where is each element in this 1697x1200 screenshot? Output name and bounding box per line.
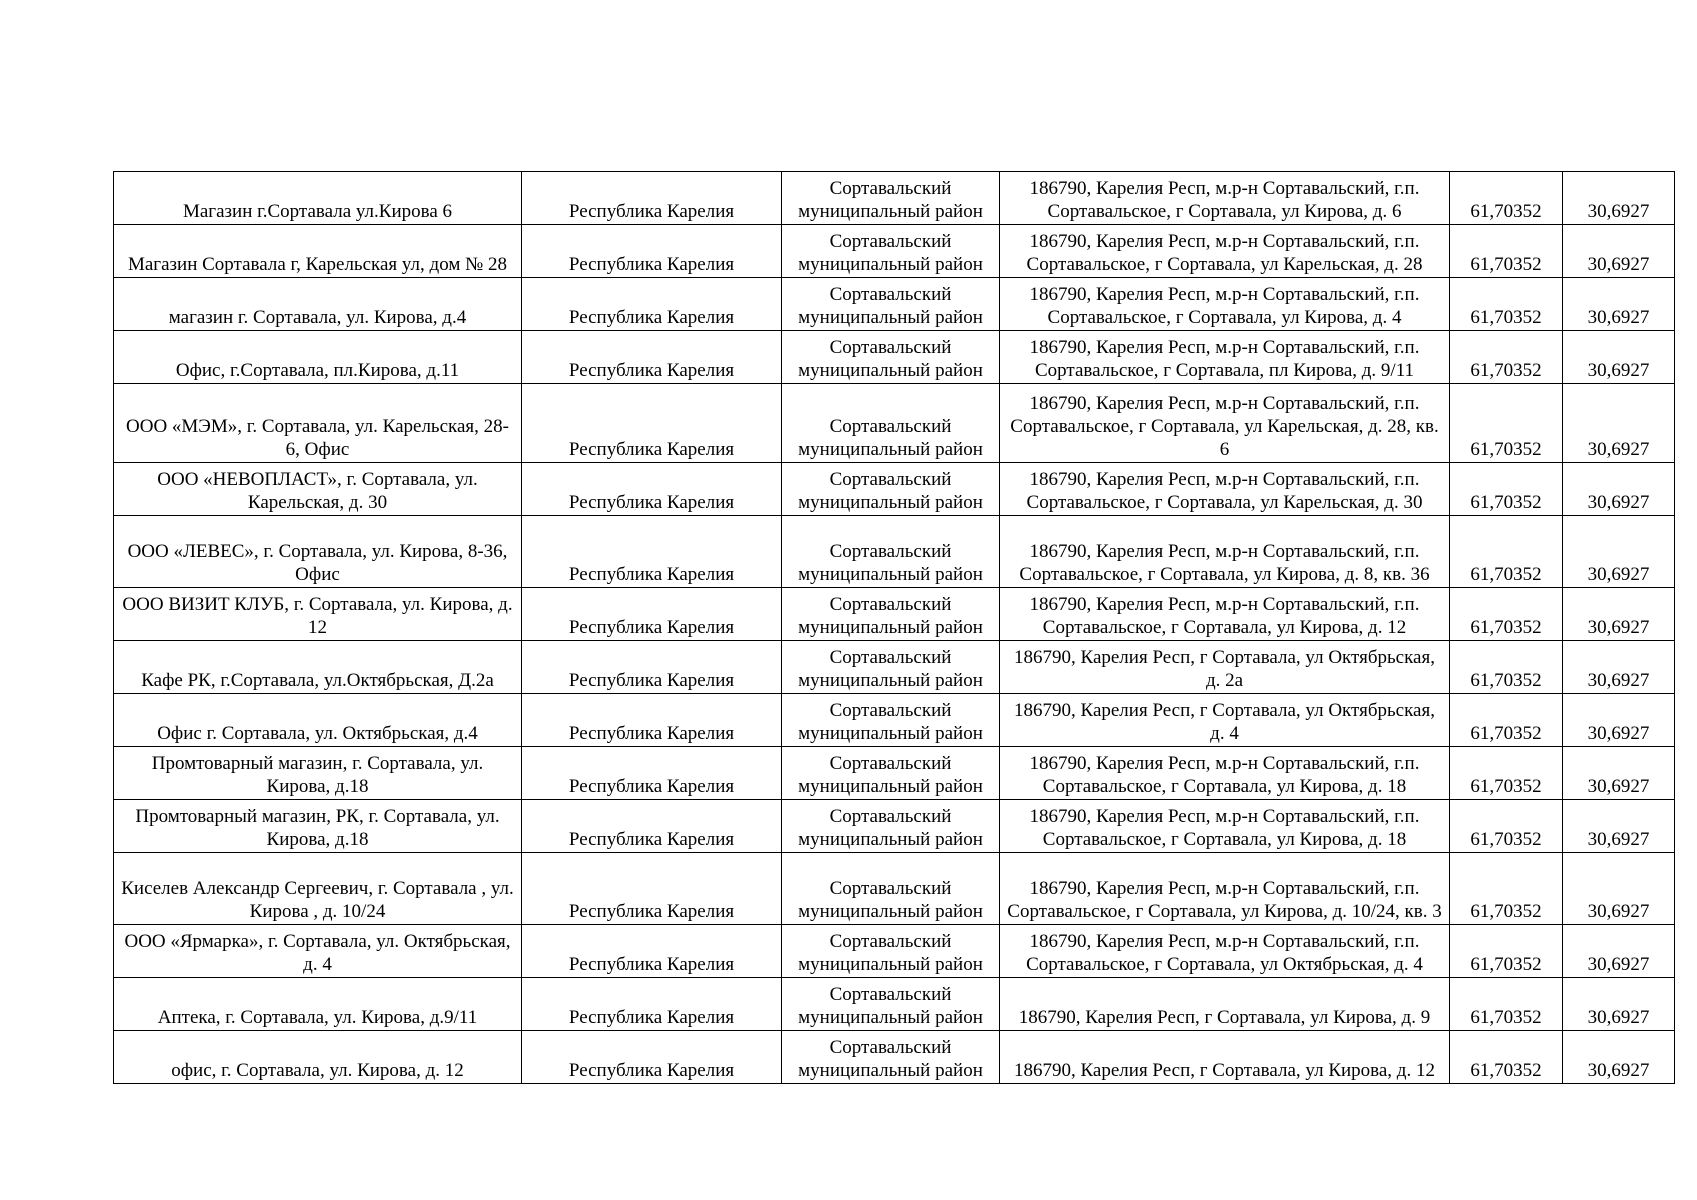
address-cell: 186790, Карелия Респ, м.р-н Сортавальский, г.п. Сортавальское, г Сортавала, ул Карельская, д. 28 bbox=[1000, 225, 1450, 278]
longitude-cell: 30,6927 bbox=[1563, 978, 1675, 1031]
address-cell: 186790, Карелия Респ, г Сортавала, ул Кирова, д. 9 bbox=[1000, 978, 1450, 1031]
region-cell: Республика Карелия bbox=[522, 463, 782, 516]
object-name-cell: Офис, г.Сортавала, пл.Кирова, д.11 bbox=[114, 331, 522, 384]
latitude-cell: 61,70352 bbox=[1450, 853, 1563, 925]
table-row bbox=[114, 463, 1675, 516]
district-cell: Сортавальский муниципальный район bbox=[782, 747, 1000, 800]
table-row bbox=[114, 172, 1675, 225]
object-name-cell: ООО «ЛЕВЕС», г. Сортавала, ул. Кирова, 8-36, Офис bbox=[114, 516, 522, 588]
district-cell: Сортавальский муниципальный район bbox=[782, 463, 1000, 516]
table-row bbox=[114, 800, 1675, 853]
latitude-cell: 61,70352 bbox=[1450, 1031, 1563, 1084]
district-cell: Сортавальский муниципальный район bbox=[782, 641, 1000, 694]
table-row bbox=[114, 694, 1675, 747]
table-row bbox=[114, 278, 1675, 331]
region-cell: Республика Карелия bbox=[522, 384, 782, 463]
region-cell: Республика Карелия bbox=[522, 641, 782, 694]
region-cell: Республика Карелия bbox=[522, 800, 782, 853]
object-name-cell: Кафе РК, г.Сортавала, ул.Октябрьская, Д.2а bbox=[114, 641, 522, 694]
longitude-cell: 30,6927 bbox=[1563, 747, 1675, 800]
object-name-cell: Магазин г.Сортавала ул.Кирова 6 bbox=[114, 172, 522, 225]
table-row bbox=[114, 516, 1675, 588]
address-cell: 186790, Карелия Респ, г Сортавала, ул Октябрьская, д. 4 bbox=[1000, 694, 1450, 747]
region-cell: Республика Карелия bbox=[522, 925, 782, 978]
region-cell: Республика Карелия bbox=[522, 331, 782, 384]
latitude-cell: 61,70352 bbox=[1450, 800, 1563, 853]
latitude-cell: 61,70352 bbox=[1450, 978, 1563, 1031]
district-cell: Сортавальский муниципальный район bbox=[782, 172, 1000, 225]
object-name-cell: Киселев Александр Сергеевич, г. Сортавала , ул. Кирова , д. 10/24 bbox=[114, 853, 522, 925]
region-cell: Республика Карелия bbox=[522, 853, 782, 925]
region-cell: Республика Карелия bbox=[522, 225, 782, 278]
region-cell: Республика Карелия bbox=[522, 172, 782, 225]
district-cell: Сортавальский муниципальный район bbox=[782, 978, 1000, 1031]
district-cell: Сортавальский муниципальный район bbox=[782, 1031, 1000, 1084]
district-cell: Сортавальский муниципальный район bbox=[782, 278, 1000, 331]
region-cell: Республика Карелия bbox=[522, 747, 782, 800]
longitude-cell: 30,6927 bbox=[1563, 331, 1675, 384]
object-name-cell: Аптека, г. Сортавала, ул. Кирова, д.9/11 bbox=[114, 978, 522, 1031]
table-row bbox=[114, 925, 1675, 978]
latitude-cell: 61,70352 bbox=[1450, 384, 1563, 463]
longitude-cell: 30,6927 bbox=[1563, 1031, 1675, 1084]
latitude-cell: 61,70352 bbox=[1450, 225, 1563, 278]
district-cell: Сортавальский муниципальный район bbox=[782, 853, 1000, 925]
region-cell: Республика Карелия bbox=[522, 978, 782, 1031]
object-name-cell: Промтоварный магазин, г. Сортавала, ул. Кирова, д.18 bbox=[114, 747, 522, 800]
latitude-cell: 61,70352 bbox=[1450, 588, 1563, 641]
longitude-cell: 30,6927 bbox=[1563, 384, 1675, 463]
longitude-cell: 30,6927 bbox=[1563, 463, 1675, 516]
latitude-cell: 61,70352 bbox=[1450, 516, 1563, 588]
longitude-cell: 30,6927 bbox=[1563, 172, 1675, 225]
table-row bbox=[114, 225, 1675, 278]
address-cell: 186790, Карелия Респ, м.р-н Сортавальский, г.п. Сортавальское, г Сортавала, ул Кирова, д. 6 bbox=[1000, 172, 1450, 225]
table-row bbox=[114, 853, 1675, 925]
address-cell: 186790, Карелия Респ, м.р-н Сортавальский, г.п. Сортавальское, г Сортавала, ул Октябрьская, д. 4 bbox=[1000, 925, 1450, 978]
longitude-cell: 30,6927 bbox=[1563, 225, 1675, 278]
district-cell: Сортавальский муниципальный район bbox=[782, 694, 1000, 747]
region-cell: Республика Карелия bbox=[522, 588, 782, 641]
longitude-cell: 30,6927 bbox=[1563, 800, 1675, 853]
address-cell: 186790, Карелия Респ, м.р-н Сортавальский, г.п. Сортавальское, г Сортавала, ул Кирова, д. 4 bbox=[1000, 278, 1450, 331]
address-cell: 186790, Карелия Респ, м.р-н Сортавальский, г.п. Сортавальское, г Сортавала, ул Карельская, д. 28, кв. 6 bbox=[1000, 384, 1450, 463]
table-row bbox=[114, 331, 1675, 384]
table-row bbox=[114, 1031, 1675, 1084]
address-cell: 186790, Карелия Респ, м.р-н Сортавальский, г.п. Сортавальское, г Сортавала, ул Кирова, д. 8, кв. 36 bbox=[1000, 516, 1450, 588]
region-cell: Республика Карелия bbox=[522, 516, 782, 588]
longitude-cell: 30,6927 bbox=[1563, 516, 1675, 588]
district-cell: Сортавальский муниципальный район bbox=[782, 588, 1000, 641]
address-cell: 186790, Карелия Респ, м.р-н Сортавальский, г.п. Сортавальское, г Сортавала, пл Кирова, д. 9/11 bbox=[1000, 331, 1450, 384]
object-name-cell: ООО «Ярмарка», г. Сортавала, ул. Октябрьская, д. 4 bbox=[114, 925, 522, 978]
latitude-cell: 61,70352 bbox=[1450, 747, 1563, 800]
object-name-cell: ООО «НЕВОПЛАСТ», г. Сортавала, ул. Карельская, д. 30 bbox=[114, 463, 522, 516]
longitude-cell: 30,6927 bbox=[1563, 694, 1675, 747]
registry-table bbox=[113, 171, 1675, 1084]
district-cell: Сортавальский муниципальный район bbox=[782, 800, 1000, 853]
table-row bbox=[114, 588, 1675, 641]
longitude-cell: 30,6927 bbox=[1563, 925, 1675, 978]
document-page bbox=[113, 171, 1675, 1084]
object-name-cell: Промтоварный магазин, РК, г. Сортавала, ул. Кирова, д.18 bbox=[114, 800, 522, 853]
address-cell: 186790, Карелия Респ, г Сортавала, ул Кирова, д. 12 bbox=[1000, 1031, 1450, 1084]
latitude-cell: 61,70352 bbox=[1450, 641, 1563, 694]
object-name-cell: ООО «МЭМ», г. Сортавала, ул. Карельская, 28-6, Офис bbox=[114, 384, 522, 463]
object-name-cell: магазин г. Сортавала, ул. Кирова, д.4 bbox=[114, 278, 522, 331]
district-cell: Сортавальский муниципальный район bbox=[782, 516, 1000, 588]
address-cell: 186790, Карелия Респ, м.р-н Сортавальский, г.п. Сортавальское, г Сортавала, ул Карельская, д. 30 bbox=[1000, 463, 1450, 516]
district-cell: Сортавальский муниципальный район bbox=[782, 384, 1000, 463]
district-cell: Сортавальский муниципальный район bbox=[782, 925, 1000, 978]
latitude-cell: 61,70352 bbox=[1450, 463, 1563, 516]
address-cell: 186790, Карелия Респ, м.р-н Сортавальский, г.п. Сортавальское, г Сортавала, ул Кирова, д. 18 bbox=[1000, 800, 1450, 853]
table-row bbox=[114, 747, 1675, 800]
table-row bbox=[114, 978, 1675, 1031]
address-cell: 186790, Карелия Респ, г Сортавала, ул Октябрьская, д. 2а bbox=[1000, 641, 1450, 694]
address-cell: 186790, Карелия Респ, м.р-н Сортавальский, г.п. Сортавальское, г Сортавала, ул Кирова, д. 10/24, кв. 3 bbox=[1000, 853, 1450, 925]
district-cell: Сортавальский муниципальный район bbox=[782, 331, 1000, 384]
object-name-cell: Магазин Сортавала г, Карельская ул, дом № 28 bbox=[114, 225, 522, 278]
address-cell: 186790, Карелия Респ, м.р-н Сортавальский, г.п. Сортавальское, г Сортавала, ул Кирова, д. 12 bbox=[1000, 588, 1450, 641]
latitude-cell: 61,70352 bbox=[1450, 925, 1563, 978]
object-name-cell: Офис г. Сортавала, ул. Октябрьская, д.4 bbox=[114, 694, 522, 747]
address-cell: 186790, Карелия Респ, м.р-н Сортавальский, г.п. Сортавальское, г Сортавала, ул Кирова, д. 18 bbox=[1000, 747, 1450, 800]
latitude-cell: 61,70352 bbox=[1450, 278, 1563, 331]
latitude-cell: 61,70352 bbox=[1450, 694, 1563, 747]
longitude-cell: 30,6927 bbox=[1563, 588, 1675, 641]
longitude-cell: 30,6927 bbox=[1563, 853, 1675, 925]
region-cell: Республика Карелия bbox=[522, 694, 782, 747]
district-cell: Сортавальский муниципальный район bbox=[782, 225, 1000, 278]
registry-table-body bbox=[114, 172, 1675, 1084]
object-name-cell: ООО ВИЗИТ КЛУБ, г. Сортавала, ул. Кирова, д. 12 bbox=[114, 588, 522, 641]
latitude-cell: 61,70352 bbox=[1450, 331, 1563, 384]
table-row bbox=[114, 641, 1675, 694]
latitude-cell: 61,70352 bbox=[1450, 172, 1563, 225]
longitude-cell: 30,6927 bbox=[1563, 641, 1675, 694]
object-name-cell: офис, г. Сортавала, ул. Кирова, д. 12 bbox=[114, 1031, 522, 1084]
region-cell: Республика Карелия bbox=[522, 278, 782, 331]
longitude-cell: 30,6927 bbox=[1563, 278, 1675, 331]
table-row bbox=[114, 384, 1675, 463]
region-cell: Республика Карелия bbox=[522, 1031, 782, 1084]
